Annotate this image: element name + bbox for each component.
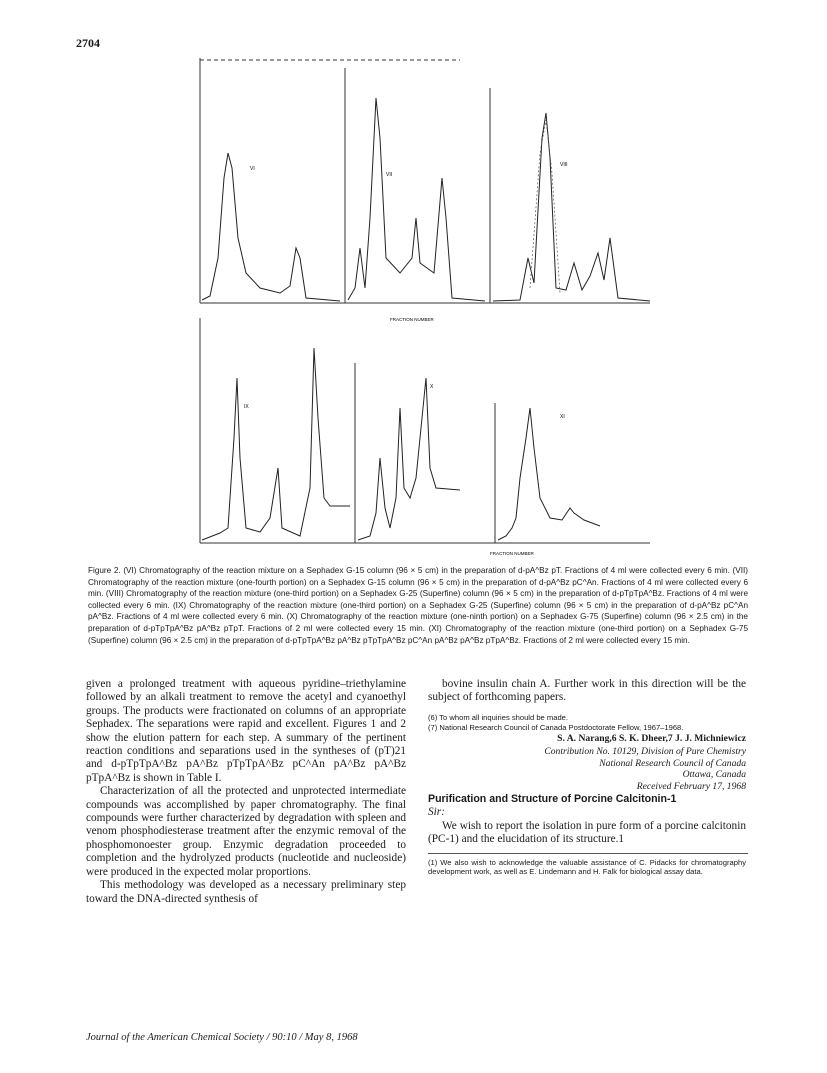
chromatography-figure (190, 58, 650, 558)
panel-vi-label: VI (250, 166, 255, 172)
left-column (86, 678, 406, 906)
panel-xi-label: XI (560, 414, 565, 420)
panel-viii-trace (493, 113, 650, 301)
bottom-axis-label: FRACTION NUMBER (490, 551, 534, 556)
salutation: Sir: (428, 806, 445, 819)
footnote-1: (1) We also wish to acknowledge the valuable assistance of C. Pidacks for chromatography development work, as well as E. Lindemann and H. Falk for biological assay data. (428, 857, 746, 877)
panel-x-trace (358, 378, 460, 540)
section-title: Purification and Structure of Porcine Calcitonin-1 (428, 793, 677, 805)
panel-x-label: X (430, 384, 434, 390)
footnote-6: (6) To whom all inquiries should be made. (428, 712, 568, 722)
right-continuation: bovine insulin chain A. Further work in this direction will be the subject of forthcoming papers. (428, 678, 746, 704)
author-list: S. A. Narang,6 S. K. Dheer,7 J. J. Michniewicz (557, 733, 746, 745)
page-number: 2704 (76, 36, 100, 50)
figure-caption: Figure 2. (VI) Chromatography of the reaction mixture on a Sephadex G-15 column (96 × 5 cm) in the preparation of d-pA^Bz pT. Fractions of 4 ml were collected every 6 min. (VII) Chromatography of the reaction mixture (one-fourth portion) on a Sephadex G-15 column (96 × 5 cm) in the preparation of d-pA^Bz pC^An. Fractions of 4 ml were collected every 6 min. (VIII) Chromatography of the reaction mixture (one-third portion) on a Sephadex G-25 (Superfine) column (96 × 5 cm) in the preparation of d-pTpTpA^Bz. Fractions of 4 ml were collected every 6 min. (IX) Chromatography of the reaction mixture (one-third portion) on a Sephadex G-25 (Superfine) column (96 × 5 cm) in the preparation of d-pA^Bz pC^An pA^Bz. Fractions of 4 ml were collected every 6 min. (X) Chromatography of the reaction mixture (one-ninth portion) on a Sephadex G-75 (Superfine) column (96 × 2.5 cm) in the preparation of d-pTpTpA^Bz pA^Bz pTpT. Fractions of 2 ml were collected every 15 min. (XI) Chromatography of the reaction mixture (one-third portion) on a Sephadex G-75 (Superfine) column (96 × 2.5 cm) in the preparation of d-pTpTpA^Bz pA^Bz pTpTpA^Bz pC^An pA^Bz pA^Bz pTpA^Bz. Fractions of 2 ml were collected every 15 min. (88, 566, 748, 645)
affiliation-line-2: National Research Council of Canada (599, 757, 746, 769)
affiliation-line-3: Ottawa, Canada (682, 769, 746, 781)
left-paragraph-2: Characterization of all the protected and unprotected intermediate compounds was accomplished by paper chromatography. The final compounds were further characterized by degradation with spleen and venom phosphodiesterase treatment after the enzymic removal of the phosphomonoester group. Enzymic degradation proceeded to completion and the hydrolyzed products (nucleotide and nucleoside) were produced in the expected molar proportions. (86, 785, 406, 878)
left-paragraph-1: given a prolonged treatment with aqueous pyridine–triethylamine followed by an alkali treatment to remove the acetyl and cyanoethyl groups. The products were fractionated on columns of an appropriate Sephadex. The separations were rapid and excellent. Figures 1 and 2 show the elution pattern for each step. A summary of the pertinent reaction conditions and separations used in the syntheses of (pT)21 and d-pTpTpA^Bz pA^Bz pTpTpA^Bz pC^An pA^Bz pA^Bz pTpA^Bz is shown in Table I. (86, 678, 406, 784)
left-paragraph-3: This methodology was developed as a necessary preliminary step toward the DNA-directed synthesis of (86, 879, 406, 905)
panel-xi-trace (498, 408, 600, 540)
body-paragraph: We wish to report the isolation in pure form of a porcine calcitonin (PC-1) and the elucidation of its structure.1 (428, 819, 746, 846)
top-axis-label: FRACTION NUMBER (390, 317, 434, 322)
panel-vii-label: VII (386, 172, 393, 178)
panel-vi-trace (202, 153, 340, 301)
affiliation-line-1: Contribution No. 10129, Division of Pure Chemistry (544, 745, 746, 757)
journal-footer: Journal of the American Chemical Society / 90:10 / May 8, 1968 (86, 1032, 358, 1043)
right-column (428, 678, 746, 877)
panel-ix-trace (202, 348, 350, 540)
footnote-7: (7) National Research Council of Canada Postdoctorate Fellow, 1967–1968. (428, 722, 684, 732)
footnote-divider (428, 853, 748, 854)
chromatogram-grid (190, 58, 650, 558)
panel-ix-label: IX (244, 404, 249, 410)
panel-vii-trace (348, 98, 485, 301)
received-date: Received February 17, 1968 (636, 781, 746, 793)
panel-viii-label: VIII (560, 162, 568, 168)
